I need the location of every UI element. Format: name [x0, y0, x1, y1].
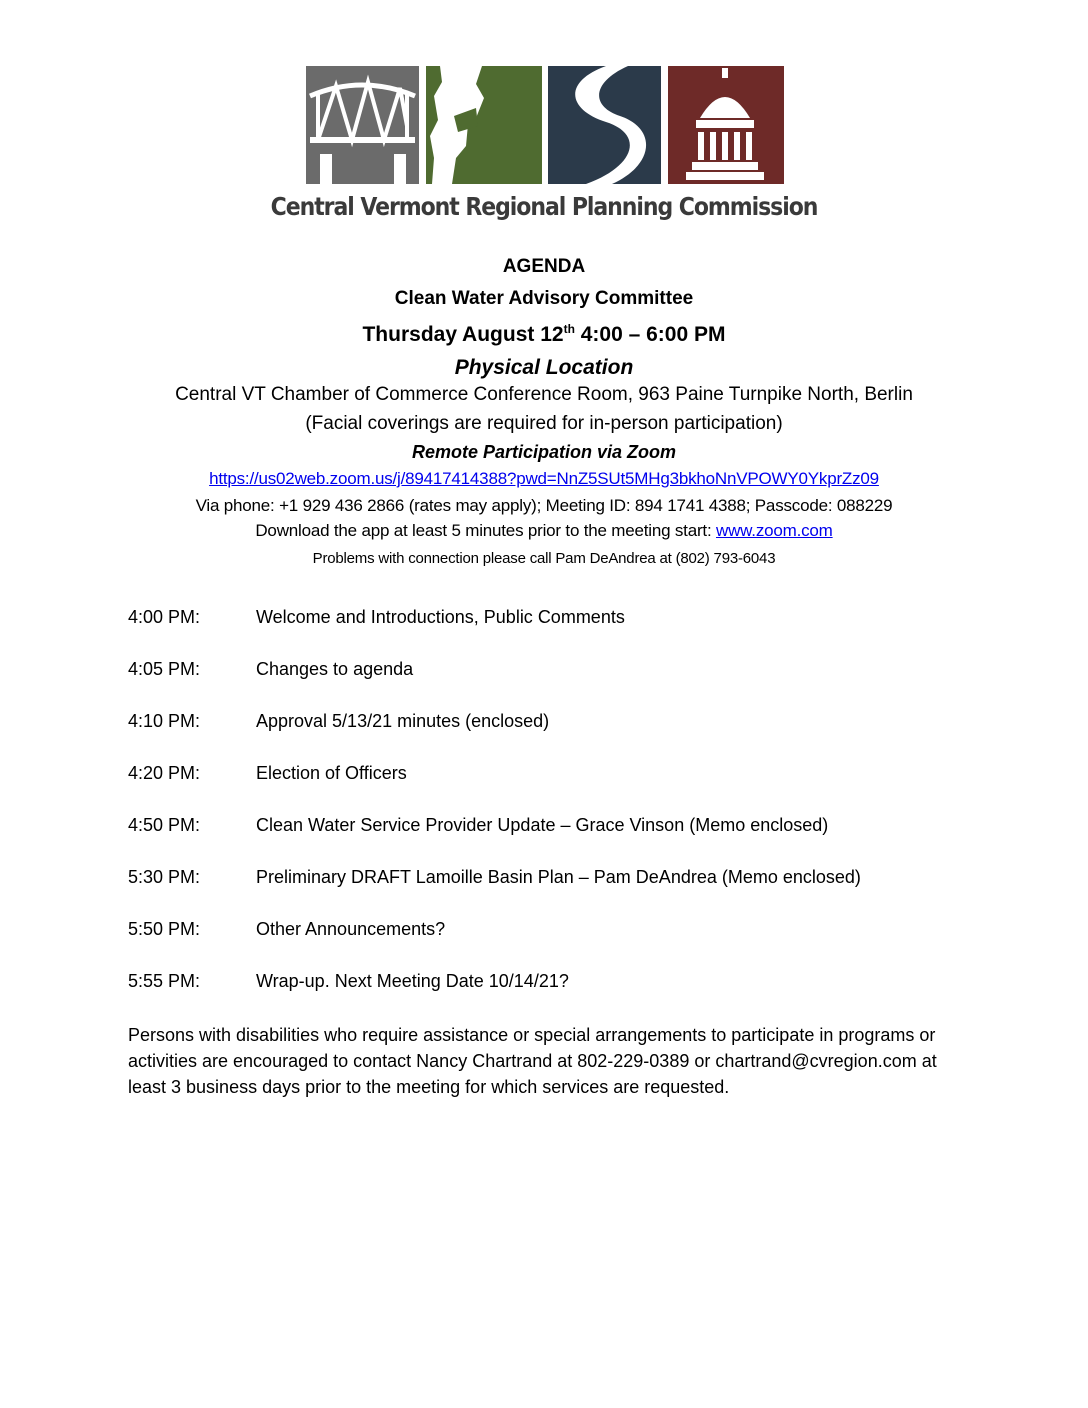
- date-ordinal: th: [563, 322, 575, 336]
- zoom-website-link[interactable]: www.zoom.com: [716, 521, 833, 540]
- agenda-item: [128, 815, 1028, 867]
- committee-name: Clean Water Advisory Committee: [394, 288, 694, 309]
- zoom-meeting-link[interactable]: https://us02web.zoom.us/j/89417414388?pwd=NnZ5SUt5MHg3bkhoNnVPOWY0YkprZz09: [209, 469, 879, 488]
- agenda-time: 5:55 PM:: [128, 971, 201, 991]
- agenda-item: [128, 867, 1028, 919]
- agenda-topic: Election of Officers: [256, 763, 407, 783]
- agenda-item: [128, 971, 1028, 1023]
- agenda-time: 4:50 PM:: [128, 815, 201, 835]
- download-text: Download the app at least 5 minutes prior to the meeting start:: [255, 521, 716, 540]
- capitol-dome-icon: [668, 66, 784, 184]
- agenda-item: [128, 763, 1028, 815]
- agenda-topic: Clean Water Service Provider Update – Grace Vinson (Memo enclosed): [256, 815, 829, 835]
- meeting-address: Central VT Chamber of Commerce Conference Room, 963 Paine Turnpike North, Berlin: [175, 384, 913, 405]
- download-note: [0, 521, 1088, 541]
- physical-location-label: Physical Location: [454, 356, 634, 379]
- agenda-item: [128, 919, 1028, 971]
- agenda-topic: Changes to agenda: [256, 659, 414, 679]
- agenda-topic: Approval 5/13/21 minutes (enclosed): [256, 711, 550, 731]
- meeting-date: [0, 322, 1088, 347]
- agenda-time: 5:30 PM:: [128, 867, 201, 887]
- agenda-heading: AGENDA: [502, 256, 586, 277]
- agenda-time: 4:00 PM:: [128, 607, 201, 627]
- cvrpc-logo: [306, 66, 784, 184]
- agenda-topic: Preliminary DRAFT Lamoille Basin Plan – Pam DeAndrea (Memo enclosed): [256, 867, 861, 887]
- remote-participation-label: Remote Participation via Zoom: [411, 442, 677, 462]
- agenda-time: 4:20 PM:: [128, 763, 201, 783]
- facial-covering-note: (Facial coverings are required for in-person participation): [305, 413, 783, 434]
- date-prefix: Thursday August 12: [362, 323, 564, 346]
- organization-name: Central Vermont Regional Planning Commission: [270, 192, 818, 221]
- agenda-item: [128, 607, 1028, 659]
- agenda-topic: Welcome and Introductions, Public Comments: [256, 607, 625, 627]
- connection-help-note: Problems with connection please call Pam DeAndrea at (802) 793-6043: [312, 550, 776, 567]
- vermont-state-icon: [426, 66, 542, 184]
- phone-dial-in: Via phone: +1 929 436 2866 (rates may apply); Meeting ID: 894 1741 4388; Passcode: 088229: [195, 496, 893, 515]
- agenda-topic: Other Announcements?: [256, 919, 446, 939]
- river-road-icon: [548, 66, 661, 184]
- agenda-topic: Wrap-up. Next Meeting Date 10/14/21?: [256, 971, 569, 991]
- agenda-time: 4:10 PM:: [128, 711, 201, 731]
- agenda-item: [128, 711, 1028, 763]
- accessibility-notice: Persons with disabilities who require assistance or special arrangements to participate in programs or activities are encouraged to contact Nancy Chartrand at 802-229-0389 or chartrand@cvregion.com at least 3 business days prior to the meeting for which services are requested.: [128, 1025, 937, 1097]
- bridge-icon: [306, 66, 419, 184]
- agenda-time: 5:50 PM:: [128, 919, 201, 939]
- agenda-time: 4:05 PM:: [128, 659, 201, 679]
- agenda-list: [128, 607, 1028, 1023]
- date-time: 4:00 – 6:00 PM: [574, 323, 726, 346]
- agenda-item: [128, 659, 1028, 711]
